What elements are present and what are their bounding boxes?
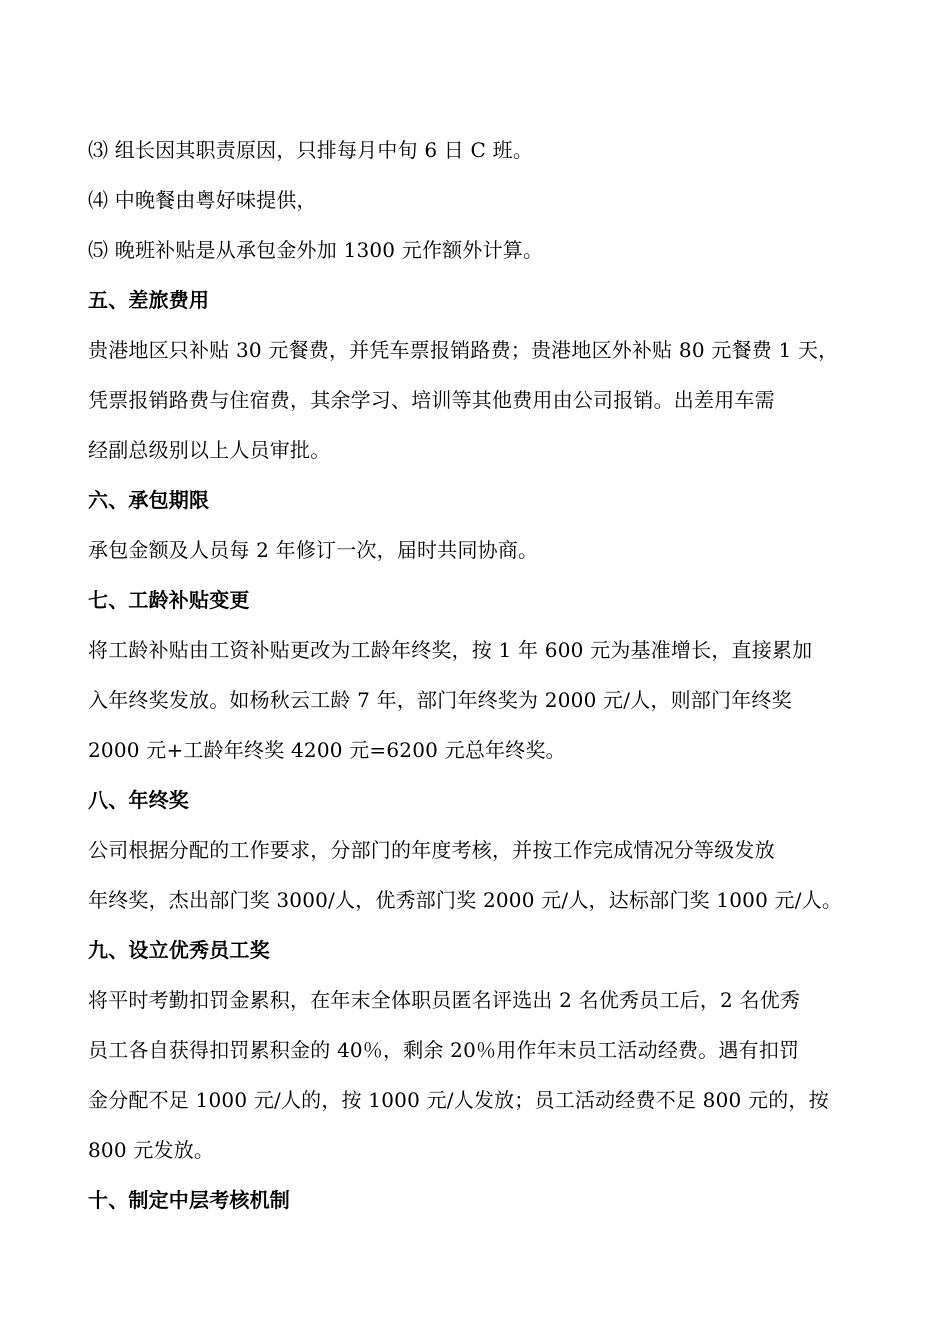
- section-heading-7: 七、工龄补贴变更: [88, 588, 250, 612]
- section-heading-8: 八、年终奖: [88, 788, 189, 812]
- paragraph-line: 将平时考勤扣罚金累积，在年末全体职员匿名评选出 2 名优秀员工后，2 名优秀: [88, 988, 801, 1012]
- paragraph-line: 员工各自获得扣罚累积金的 40％，剩余 20％用作年末员工活动经费。遇有扣罚: [88, 1038, 800, 1062]
- paragraph-line: 贵港地区只补贴 30 元餐费，并凭车票报销路费；贵港地区外补贴 80 元餐费 1 天，: [88, 338, 839, 362]
- list-item-3: ⑶ 组长因其职责原因，只排每月中旬 6 日 C 班。: [88, 138, 534, 162]
- paragraph-line: 800 元发放。: [88, 1138, 215, 1162]
- paragraph-line: 承包金额及人员每 2 年修订一次，届时共同协商。: [88, 538, 539, 562]
- paragraph-line: 2000 元+工龄年终奖 4200 元=6200 元总年终奖。: [88, 738, 566, 762]
- paragraph-line: 入年终奖发放。如杨秋云工龄 7 年，部门年终奖为 2000 元/人，则部门年终奖: [88, 688, 792, 712]
- paragraph-line: 年终奖，杰出部门奖 3000/人，优秀部门奖 2000 元/人，达标部门奖 1000 元/人。: [88, 888, 843, 912]
- list-item-5: ⑸ 晚班补贴是从承包金外加 1300 元作额外计算。: [88, 238, 544, 262]
- section-heading-10: 十、制定中层考核机制: [88, 1188, 290, 1212]
- paragraph-line: 经副总级别以上人员审批。: [88, 438, 331, 462]
- section-heading-6: 六、承包期限: [88, 488, 210, 512]
- section-heading-5: 五、差旅费用: [88, 288, 210, 312]
- paragraph-line: 金分配不足 1000 元/人的，按 1000 元/人发放；员工活动经费不足 800 元的，按: [88, 1088, 829, 1112]
- paragraph-line: 公司根据分配的工作要求，分部门的年度考核，并按工作完成情况分等级发放: [88, 838, 775, 862]
- paragraph-line: 凭票报销路费与住宿费，其余学习、培训等其他费用由公司报销。出差用车需: [88, 388, 775, 412]
- section-heading-9: 九、设立优秀员工奖: [88, 938, 270, 962]
- paragraph-line: 将工龄补贴由工资补贴更改为工龄年终奖，按 1 年 600 元为基准增长，直接累加: [88, 638, 813, 662]
- list-item-4: ⑷ 中晚餐由粤好味提供，: [88, 188, 317, 212]
